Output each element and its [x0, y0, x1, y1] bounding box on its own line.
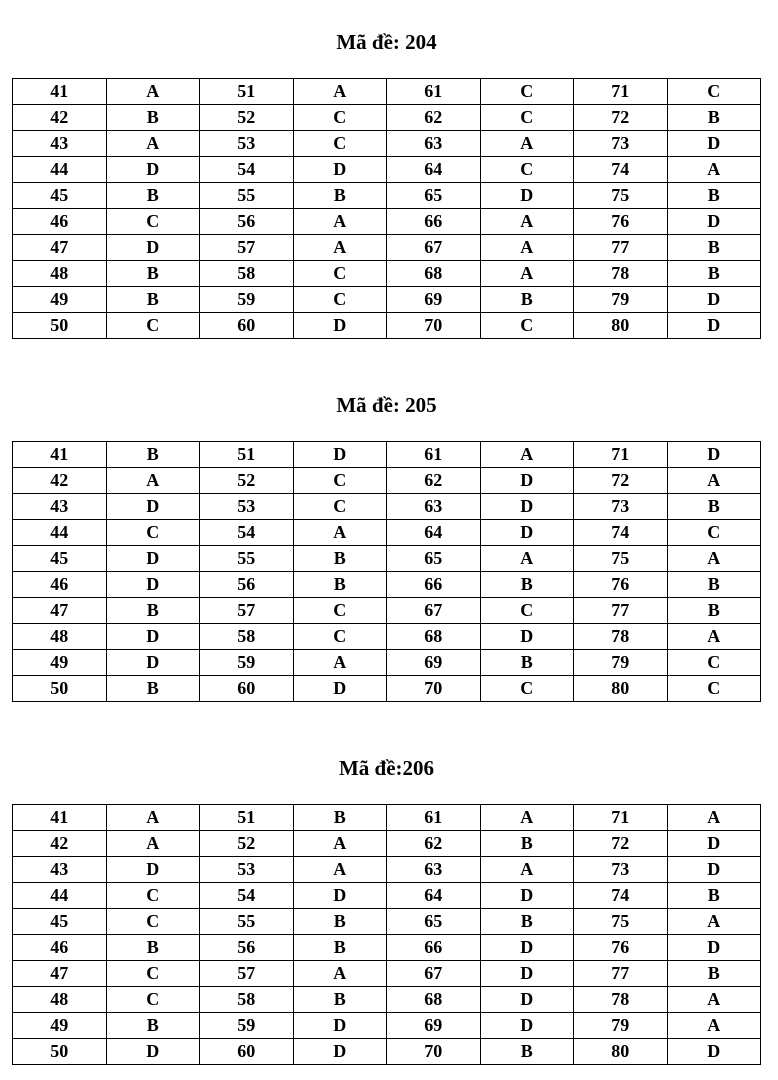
answer-letter: C — [293, 261, 387, 287]
question-number: 55 — [200, 546, 294, 572]
table-row — [13, 1013, 761, 1039]
answer-letter: D — [667, 1039, 761, 1065]
answer-letter: D — [480, 494, 574, 520]
question-number: 69 — [387, 650, 481, 676]
answer-letter: B — [480, 572, 574, 598]
table-row — [13, 546, 761, 572]
question-number: 77 — [574, 961, 668, 987]
question-number: 46 — [13, 572, 107, 598]
question-number: 49 — [13, 650, 107, 676]
answer-table — [12, 804, 761, 1065]
question-number: 43 — [13, 131, 107, 157]
question-number: 48 — [13, 987, 107, 1013]
answer-letter: C — [106, 313, 200, 339]
answer-letter: D — [106, 235, 200, 261]
question-number: 75 — [574, 183, 668, 209]
question-number: 61 — [387, 79, 481, 105]
question-number: 49 — [13, 1013, 107, 1039]
question-number: 57 — [200, 235, 294, 261]
answer-letter: B — [667, 883, 761, 909]
question-number: 41 — [13, 805, 107, 831]
question-number: 44 — [13, 520, 107, 546]
question-number: 56 — [200, 572, 294, 598]
question-number: 49 — [13, 287, 107, 313]
table-row — [13, 131, 761, 157]
answer-letter: C — [293, 494, 387, 520]
answer-letter: B — [293, 546, 387, 572]
table-row — [13, 987, 761, 1013]
question-number: 42 — [13, 468, 107, 494]
answer-letter: D — [667, 313, 761, 339]
question-number: 51 — [200, 442, 294, 468]
table-row — [13, 313, 761, 339]
answer-letter: B — [667, 235, 761, 261]
question-number: 47 — [13, 598, 107, 624]
answer-letter: B — [480, 287, 574, 313]
answer-letter: A — [480, 546, 574, 572]
question-number: 69 — [387, 287, 481, 313]
question-number: 79 — [574, 287, 668, 313]
question-number: 57 — [200, 961, 294, 987]
question-number: 65 — [387, 546, 481, 572]
answer-letter: A — [480, 261, 574, 287]
question-number: 46 — [13, 935, 107, 961]
question-number: 73 — [574, 131, 668, 157]
question-number: 74 — [574, 883, 668, 909]
question-number: 67 — [387, 235, 481, 261]
question-number: 53 — [200, 494, 294, 520]
answer-letter: D — [293, 313, 387, 339]
answer-letter: A — [667, 468, 761, 494]
question-number: 76 — [574, 935, 668, 961]
table-row — [13, 909, 761, 935]
question-number: 78 — [574, 261, 668, 287]
question-number: 66 — [387, 572, 481, 598]
table-row — [13, 494, 761, 520]
question-number: 53 — [200, 131, 294, 157]
answer-letter: C — [293, 468, 387, 494]
answer-letter: A — [667, 987, 761, 1013]
question-number: 80 — [574, 676, 668, 702]
question-number: 75 — [574, 909, 668, 935]
table-row — [13, 261, 761, 287]
table-row — [13, 961, 761, 987]
question-number: 68 — [387, 624, 481, 650]
question-number: 65 — [387, 183, 481, 209]
question-number: 64 — [387, 520, 481, 546]
question-number: 42 — [13, 105, 107, 131]
answer-letter: B — [106, 1013, 200, 1039]
answer-letter: C — [480, 598, 574, 624]
question-number: 48 — [13, 624, 107, 650]
question-number: 41 — [13, 79, 107, 105]
question-number: 58 — [200, 624, 294, 650]
answer-letter: D — [480, 624, 574, 650]
question-number: 52 — [200, 105, 294, 131]
answer-letter: B — [106, 105, 200, 131]
table-row — [13, 624, 761, 650]
question-number: 44 — [13, 157, 107, 183]
table-row — [13, 442, 761, 468]
question-number: 54 — [200, 883, 294, 909]
question-number: 56 — [200, 209, 294, 235]
answer-letter: A — [106, 79, 200, 105]
question-number: 78 — [574, 987, 668, 1013]
answer-letter: B — [480, 909, 574, 935]
answer-letter: C — [480, 105, 574, 131]
question-number: 79 — [574, 650, 668, 676]
answer-letter: B — [293, 987, 387, 1013]
question-number: 50 — [13, 1039, 107, 1065]
question-number: 73 — [574, 494, 668, 520]
table-row — [13, 1039, 761, 1065]
question-number: 64 — [387, 157, 481, 183]
answer-letter: A — [106, 468, 200, 494]
answer-letter: A — [293, 520, 387, 546]
question-number: 64 — [387, 883, 481, 909]
answer-letter: C — [106, 961, 200, 987]
question-number: 63 — [387, 131, 481, 157]
answer-letter: C — [106, 883, 200, 909]
answer-letter: B — [480, 650, 574, 676]
answer-letter: C — [293, 131, 387, 157]
answer-letter: C — [480, 676, 574, 702]
answer-letter: B — [667, 572, 761, 598]
question-number: 51 — [200, 79, 294, 105]
answer-letter: B — [480, 831, 574, 857]
answer-table — [12, 78, 761, 339]
answer-letter: D — [106, 572, 200, 598]
table-row — [13, 935, 761, 961]
question-number: 59 — [200, 650, 294, 676]
table-row — [13, 650, 761, 676]
answer-letter: A — [667, 909, 761, 935]
question-number: 50 — [13, 313, 107, 339]
answer-letter: C — [293, 598, 387, 624]
question-number: 60 — [200, 313, 294, 339]
answer-letter: B — [106, 287, 200, 313]
answer-letter: A — [667, 1013, 761, 1039]
question-number: 56 — [200, 935, 294, 961]
question-number: 69 — [387, 1013, 481, 1039]
table-row — [13, 857, 761, 883]
answer-letter: C — [106, 209, 200, 235]
answer-letter: A — [667, 157, 761, 183]
question-number: 60 — [200, 1039, 294, 1065]
question-number: 66 — [387, 935, 481, 961]
table-row — [13, 209, 761, 235]
question-number: 68 — [387, 987, 481, 1013]
answer-letter: B — [667, 183, 761, 209]
question-number: 62 — [387, 831, 481, 857]
answer-letter: D — [293, 676, 387, 702]
table-row — [13, 831, 761, 857]
question-number: 55 — [200, 909, 294, 935]
question-number: 43 — [13, 494, 107, 520]
answer-letter: C — [106, 909, 200, 935]
answer-letter: C — [293, 105, 387, 131]
exam-title: Mã đề: 205 — [336, 393, 437, 417]
answer-letter: B — [667, 105, 761, 131]
answer-letter: D — [106, 857, 200, 883]
question-number: 78 — [574, 624, 668, 650]
question-number: 54 — [200, 157, 294, 183]
question-number: 74 — [574, 520, 668, 546]
answer-letter: C — [293, 287, 387, 313]
question-number: 77 — [574, 598, 668, 624]
answer-letter: A — [293, 79, 387, 105]
table-row — [13, 676, 761, 702]
answer-letter: A — [106, 831, 200, 857]
answer-letter: B — [106, 935, 200, 961]
question-number: 75 — [574, 546, 668, 572]
table-row — [13, 468, 761, 494]
question-number: 53 — [200, 857, 294, 883]
table-row — [13, 79, 761, 105]
question-number: 76 — [574, 572, 668, 598]
answer-letter: D — [106, 650, 200, 676]
question-number: 58 — [200, 261, 294, 287]
question-number: 76 — [574, 209, 668, 235]
question-number: 50 — [13, 676, 107, 702]
question-number: 79 — [574, 1013, 668, 1039]
question-number: 41 — [13, 442, 107, 468]
answer-letter: A — [667, 624, 761, 650]
table-row — [13, 105, 761, 131]
question-number: 74 — [574, 157, 668, 183]
question-number: 71 — [574, 79, 668, 105]
question-number: 51 — [200, 805, 294, 831]
answer-letter: A — [667, 805, 761, 831]
answer-letter: D — [480, 1013, 574, 1039]
question-number: 72 — [574, 468, 668, 494]
answer-letter: C — [667, 650, 761, 676]
question-number: 57 — [200, 598, 294, 624]
question-number: 63 — [387, 857, 481, 883]
answer-letter: D — [106, 1039, 200, 1065]
question-number: 52 — [200, 831, 294, 857]
answer-letter: D — [480, 883, 574, 909]
table-row — [13, 287, 761, 313]
question-number: 67 — [387, 961, 481, 987]
question-number: 45 — [13, 546, 107, 572]
answer-letter: D — [667, 209, 761, 235]
answer-letter: D — [480, 520, 574, 546]
answer-letter: C — [667, 520, 761, 546]
answer-letter: D — [106, 624, 200, 650]
question-number: 45 — [13, 909, 107, 935]
question-number: 59 — [200, 287, 294, 313]
question-number: 70 — [387, 313, 481, 339]
question-number: 80 — [574, 313, 668, 339]
answer-letter: D — [667, 831, 761, 857]
answer-letter: D — [480, 987, 574, 1013]
table-row — [13, 572, 761, 598]
question-number: 54 — [200, 520, 294, 546]
answer-letter: D — [667, 935, 761, 961]
question-number: 62 — [387, 468, 481, 494]
answer-letter: D — [667, 287, 761, 313]
answer-letter: D — [480, 468, 574, 494]
question-number: 70 — [387, 676, 481, 702]
answer-letter: B — [106, 261, 200, 287]
answer-letter: D — [480, 961, 574, 987]
question-number: 61 — [387, 805, 481, 831]
answer-letter: C — [480, 313, 574, 339]
answer-letter: D — [480, 935, 574, 961]
answer-letter: A — [293, 961, 387, 987]
answer-letter: B — [293, 909, 387, 935]
answer-letter: A — [293, 235, 387, 261]
answer-letter: C — [480, 79, 574, 105]
question-number: 72 — [574, 105, 668, 131]
answer-letter: A — [293, 209, 387, 235]
question-number: 71 — [574, 805, 668, 831]
exam-title: Mã đề: 204 — [336, 30, 437, 54]
answer-letter: D — [106, 157, 200, 183]
exam-title: Mã đề:206 — [338, 756, 435, 780]
table-row — [13, 157, 761, 183]
answer-letter: A — [480, 209, 574, 235]
answer-letter: A — [480, 442, 574, 468]
answer-letter: A — [667, 546, 761, 572]
answer-letter: B — [293, 805, 387, 831]
table-row — [13, 235, 761, 261]
answer-letter: B — [106, 598, 200, 624]
answer-letter: D — [667, 857, 761, 883]
answer-letter: D — [293, 442, 387, 468]
answer-letter: B — [293, 183, 387, 209]
answer-letter: A — [293, 857, 387, 883]
answer-letter: B — [667, 494, 761, 520]
question-number: 67 — [387, 598, 481, 624]
table-row — [13, 598, 761, 624]
answer-letter: A — [480, 235, 574, 261]
answer-letter: C — [293, 624, 387, 650]
answer-letter: B — [293, 572, 387, 598]
table-row — [13, 183, 761, 209]
answer-letter: B — [667, 598, 761, 624]
question-number: 77 — [574, 235, 668, 261]
answer-letter: D — [667, 442, 761, 468]
table-row — [13, 805, 761, 831]
question-number: 44 — [13, 883, 107, 909]
question-number: 47 — [13, 235, 107, 261]
question-number: 63 — [387, 494, 481, 520]
question-number: 45 — [13, 183, 107, 209]
question-number: 65 — [387, 909, 481, 935]
answer-letter: C — [106, 520, 200, 546]
question-number: 61 — [387, 442, 481, 468]
answer-letter: B — [106, 183, 200, 209]
question-number: 71 — [574, 442, 668, 468]
question-number: 55 — [200, 183, 294, 209]
question-number: 46 — [13, 209, 107, 235]
answer-letter: A — [293, 650, 387, 676]
answer-letter: A — [480, 805, 574, 831]
answer-letter: C — [480, 157, 574, 183]
question-number: 60 — [200, 676, 294, 702]
question-number: 58 — [200, 987, 294, 1013]
answer-table — [12, 441, 761, 702]
answer-letter: A — [293, 831, 387, 857]
question-number: 47 — [13, 961, 107, 987]
answer-letter: D — [293, 1039, 387, 1065]
answer-letter: A — [480, 131, 574, 157]
question-number: 52 — [200, 468, 294, 494]
answer-letter: D — [293, 1013, 387, 1039]
answer-letter: B — [106, 676, 200, 702]
answer-letter: D — [667, 131, 761, 157]
answer-letter: B — [667, 261, 761, 287]
answer-letter: A — [106, 805, 200, 831]
question-number: 70 — [387, 1039, 481, 1065]
question-number: 59 — [200, 1013, 294, 1039]
question-number: 80 — [574, 1039, 668, 1065]
table-row — [13, 520, 761, 546]
question-number: 62 — [387, 105, 481, 131]
question-number: 68 — [387, 261, 481, 287]
question-number: 73 — [574, 857, 668, 883]
question-number: 48 — [13, 261, 107, 287]
answer-letter: C — [106, 987, 200, 1013]
answer-letter: C — [667, 79, 761, 105]
answer-letter: A — [480, 857, 574, 883]
answer-letter: D — [106, 546, 200, 572]
answer-letter: D — [293, 157, 387, 183]
answer-letter: B — [293, 935, 387, 961]
question-number: 43 — [13, 857, 107, 883]
table-row — [13, 883, 761, 909]
question-number: 66 — [387, 209, 481, 235]
answer-letter: B — [667, 961, 761, 987]
answer-letter: C — [667, 676, 761, 702]
answer-letter: D — [106, 494, 200, 520]
answer-letter: A — [106, 131, 200, 157]
question-number: 42 — [13, 831, 107, 857]
answer-letter: D — [480, 183, 574, 209]
answer-letter: D — [293, 883, 387, 909]
answer-letter: B — [106, 442, 200, 468]
question-number: 72 — [574, 831, 668, 857]
answer-letter: B — [480, 1039, 574, 1065]
